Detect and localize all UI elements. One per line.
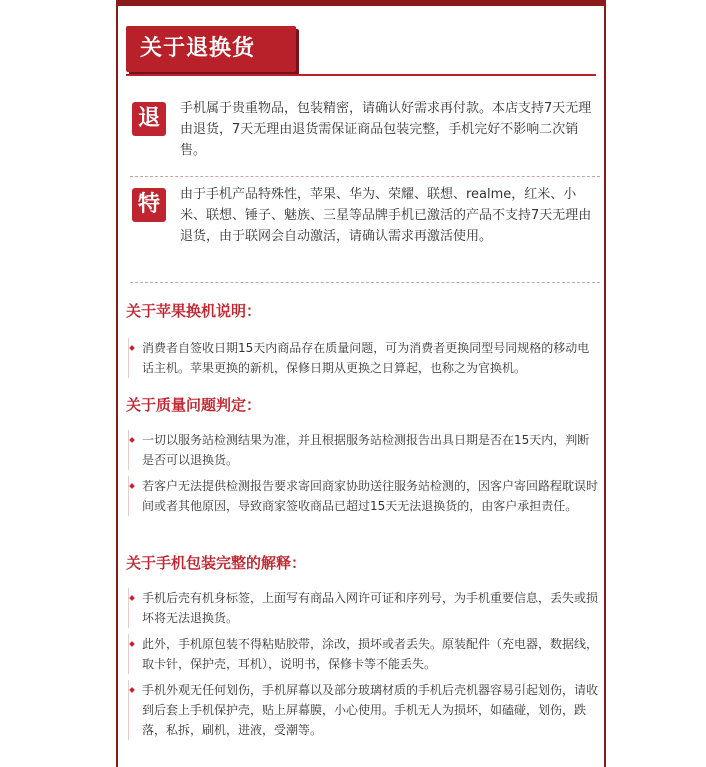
bullet-icon <box>129 687 135 693</box>
section-title-quality: 关于质量问题判定： <box>126 396 262 414</box>
section-title-apple: 关于苹果换机说明： <box>126 302 262 320</box>
bullet-icon <box>129 641 135 647</box>
bullet-icon <box>129 595 135 601</box>
return-policy-block <box>130 98 600 164</box>
return-policy-text: 手机属于贵重物品，包装精密，请确认好需求再付款。本店支持7天无理由退货，7天无理由退货需保证商品包装完整，手机完好不影响二次销售。 <box>180 101 592 158</box>
special-tag-icon: 特 <box>132 188 166 222</box>
policy-card <box>116 0 606 767</box>
list-item: 消费者自签收日期15天内商品存在质量问题，可为消费者更换同型号同规格的移动电话主机。苹果更换的新机，保修日期从更换之日算起，也称之为官换机。 <box>128 338 598 378</box>
dashed-divider <box>130 176 600 177</box>
list-item: 若客户无法提供检测报告要求寄回商家协助送往服务站检测的，因客户寄回路程耽误时间或者其他原因，导致商家签收商品已超过15天无法退换货的，由客户承担责任。 <box>128 476 598 516</box>
return-tag-icon: 退 <box>132 102 166 136</box>
special-policy-block <box>130 184 600 272</box>
list-item: 此外，手机原包装不得粘贴胶带，涂改，损坏或者丢失。原装配件（充电器，数据线，取卡针，保护壳，耳机），说明书，保修卡等不能丢失。 <box>128 634 598 674</box>
list-item: 一切以服务站检测结果为准，并且根据服务站检测报告出具日期是否在15天内，判断是否可以退换货。 <box>128 430 598 470</box>
section-title-packaging: 关于手机包装完整的解释： <box>126 554 307 572</box>
title-divider <box>126 74 596 76</box>
top-strip <box>118 0 604 6</box>
quality-judgement-list <box>128 430 598 522</box>
apple-exchange-list <box>128 338 598 384</box>
list-item: 手机外观无任何划伤，手机屏幕以及部分玻璃材质的手机后壳机器容易引起划伤，请收到后套上手机保护壳，贴上屏幕膜，小心使用。手机无人为损坏，如磕碰，划伤，跌落，私拆，刷机，进液，受潮等。 <box>128 680 598 740</box>
page-title: 关于退换货 <box>126 26 296 72</box>
packaging-explanation-list <box>128 588 598 746</box>
bullet-icon <box>129 437 135 443</box>
bullet-icon <box>129 483 135 489</box>
dashed-divider <box>130 282 600 283</box>
list-item: 手机后壳有机身标签，上面写有商品入网许可证和序列号，为手机重要信息，丢失或损坏将无法退换货。 <box>128 588 598 628</box>
special-policy-text: 由于手机产品特殊性，苹果、华为、荣耀、联想、realme，红米、小米、联想、锤子、魅族、三星等品牌手机已激活的产品不支持7天无理由退货，由于联网会自动激活，请确认需求再激活使用。 <box>180 187 592 244</box>
bullet-icon <box>129 345 135 351</box>
